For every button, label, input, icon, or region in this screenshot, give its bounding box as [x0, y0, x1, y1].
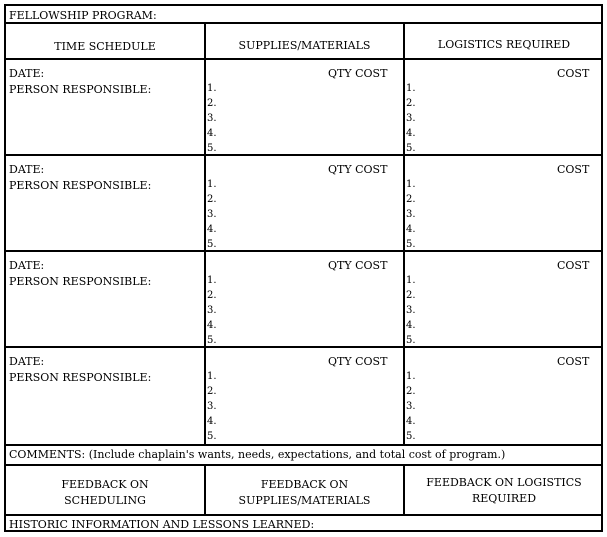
- person-responsible-label: PERSON RESPONSIBLE:: [9, 179, 152, 192]
- logistics-item-number: 3.: [406, 305, 416, 316]
- person-responsible-label: PERSON RESPONSIBLE:: [9, 371, 152, 384]
- date-label: DATE:: [9, 163, 45, 176]
- logistics-item-number: 1.: [406, 179, 416, 190]
- supplies-item-number: 2.: [207, 386, 217, 397]
- logistics-item-number: 1.: [406, 371, 416, 382]
- qty-cost-header: QTY COST: [328, 259, 388, 272]
- feedback-supplies: [206, 478, 403, 507]
- logistics-item-number: 1.: [406, 275, 416, 286]
- supplies-item-number: 5.: [207, 431, 217, 442]
- qty-cost-header: QTY COST: [328, 163, 388, 176]
- qty-cost-header: QTY COST: [328, 355, 388, 368]
- supplies-item-number: 4.: [207, 224, 217, 235]
- form-title: FELLOWSHIP PROGRAM:: [9, 9, 157, 22]
- logistics-cost-header: COST: [557, 67, 590, 80]
- historic-label: HISTORIC INFORMATION AND LESSONS LEARNED:: [9, 518, 315, 531]
- rule-below-feedback: [6, 514, 601, 516]
- rule-below-comments: [6, 464, 601, 466]
- supplies-item-number: 3.: [207, 209, 217, 220]
- fellowship-program-form: [4, 4, 603, 532]
- rule-block-1: [6, 154, 601, 156]
- header-time-schedule: TIME SCHEDULE: [54, 40, 156, 53]
- person-responsible-label: PERSON RESPONSIBLE:: [9, 83, 152, 96]
- logistics-item-number: 5.: [406, 143, 416, 154]
- supplies-item-number: 1.: [207, 275, 217, 286]
- logistics-item-number: 3.: [406, 401, 416, 412]
- logistics-item-number: 1.: [406, 83, 416, 94]
- logistics-item-number: 4.: [406, 320, 416, 331]
- header-logistics-required: LOGISTICS REQUIRED: [437, 38, 571, 51]
- header-supplies-materials: SUPPLIES/MATERIALS: [238, 39, 371, 52]
- date-label: DATE:: [9, 67, 45, 80]
- logistics-item-number: 3.: [406, 113, 416, 124]
- logistics-cost-header: COST: [557, 355, 590, 368]
- logistics-item-number: 5.: [406, 431, 416, 442]
- rule-block-4: [6, 444, 601, 446]
- feedback-scheduling-line-1: FEEDBACK ON: [61, 478, 149, 491]
- logistics-item-number: 4.: [406, 128, 416, 139]
- supplies-item-number: 3.: [207, 113, 217, 124]
- logistics-item-number: 5.: [406, 335, 416, 346]
- rule-below-headers: [6, 58, 601, 60]
- supplies-item-number: 4.: [207, 416, 217, 427]
- feedback-logistics-line-2: REQUIRED: [471, 492, 537, 505]
- logistics-item-number: 2.: [406, 194, 416, 205]
- rule-block-2: [6, 250, 601, 252]
- column-divider-2: [403, 23, 405, 445]
- feedback-supplies-line-1: FEEDBACK ON: [260, 478, 349, 491]
- supplies-item-number: 2.: [207, 290, 217, 301]
- date-label: DATE:: [9, 355, 45, 368]
- supplies-item-number: 1.: [207, 371, 217, 382]
- supplies-item-number: 1.: [207, 179, 217, 190]
- logistics-cost-header: COST: [557, 259, 590, 272]
- qty-cost-header: QTY COST: [328, 67, 388, 80]
- feedback-logistics-line-1: FEEDBACK ON LOGISTICS: [426, 476, 582, 489]
- feedback-scheduling: [6, 478, 204, 507]
- supplies-item-number: 5.: [207, 239, 217, 250]
- logistics-item-number: 4.: [406, 224, 416, 235]
- supplies-item-number: 5.: [207, 143, 217, 154]
- logistics-item-number: 2.: [406, 290, 416, 301]
- supplies-item-number: 5.: [207, 335, 217, 346]
- feedback-scheduling-line-2: SCHEDULING: [64, 494, 146, 507]
- supplies-item-number: 3.: [207, 401, 217, 412]
- comments-label: COMMENTS: (Include chaplain's wants, needs, expectations, and total cost of program.): [9, 448, 506, 461]
- supplies-item-number: 2.: [207, 194, 217, 205]
- rule-block-3: [6, 346, 601, 348]
- person-responsible-label: PERSON RESPONSIBLE:: [9, 275, 152, 288]
- logistics-item-number: 3.: [406, 209, 416, 220]
- feedback-logistics: [405, 476, 603, 505]
- supplies-item-number: 2.: [207, 98, 217, 109]
- feedback-supplies-line-2: SUPPLIES/MATERIALS: [238, 494, 371, 507]
- column-divider-1: [204, 23, 206, 445]
- supplies-item-number: 3.: [207, 305, 217, 316]
- date-label: DATE:: [9, 259, 45, 272]
- logistics-item-number: 5.: [406, 239, 416, 250]
- logistics-item-number: 2.: [406, 386, 416, 397]
- logistics-item-number: 2.: [406, 98, 416, 109]
- supplies-item-number: 1.: [207, 83, 217, 94]
- supplies-item-number: 4.: [207, 320, 217, 331]
- logistics-cost-header: COST: [557, 163, 590, 176]
- supplies-item-number: 4.: [207, 128, 217, 139]
- rule-below-title: [6, 22, 601, 24]
- logistics-item-number: 4.: [406, 416, 416, 427]
